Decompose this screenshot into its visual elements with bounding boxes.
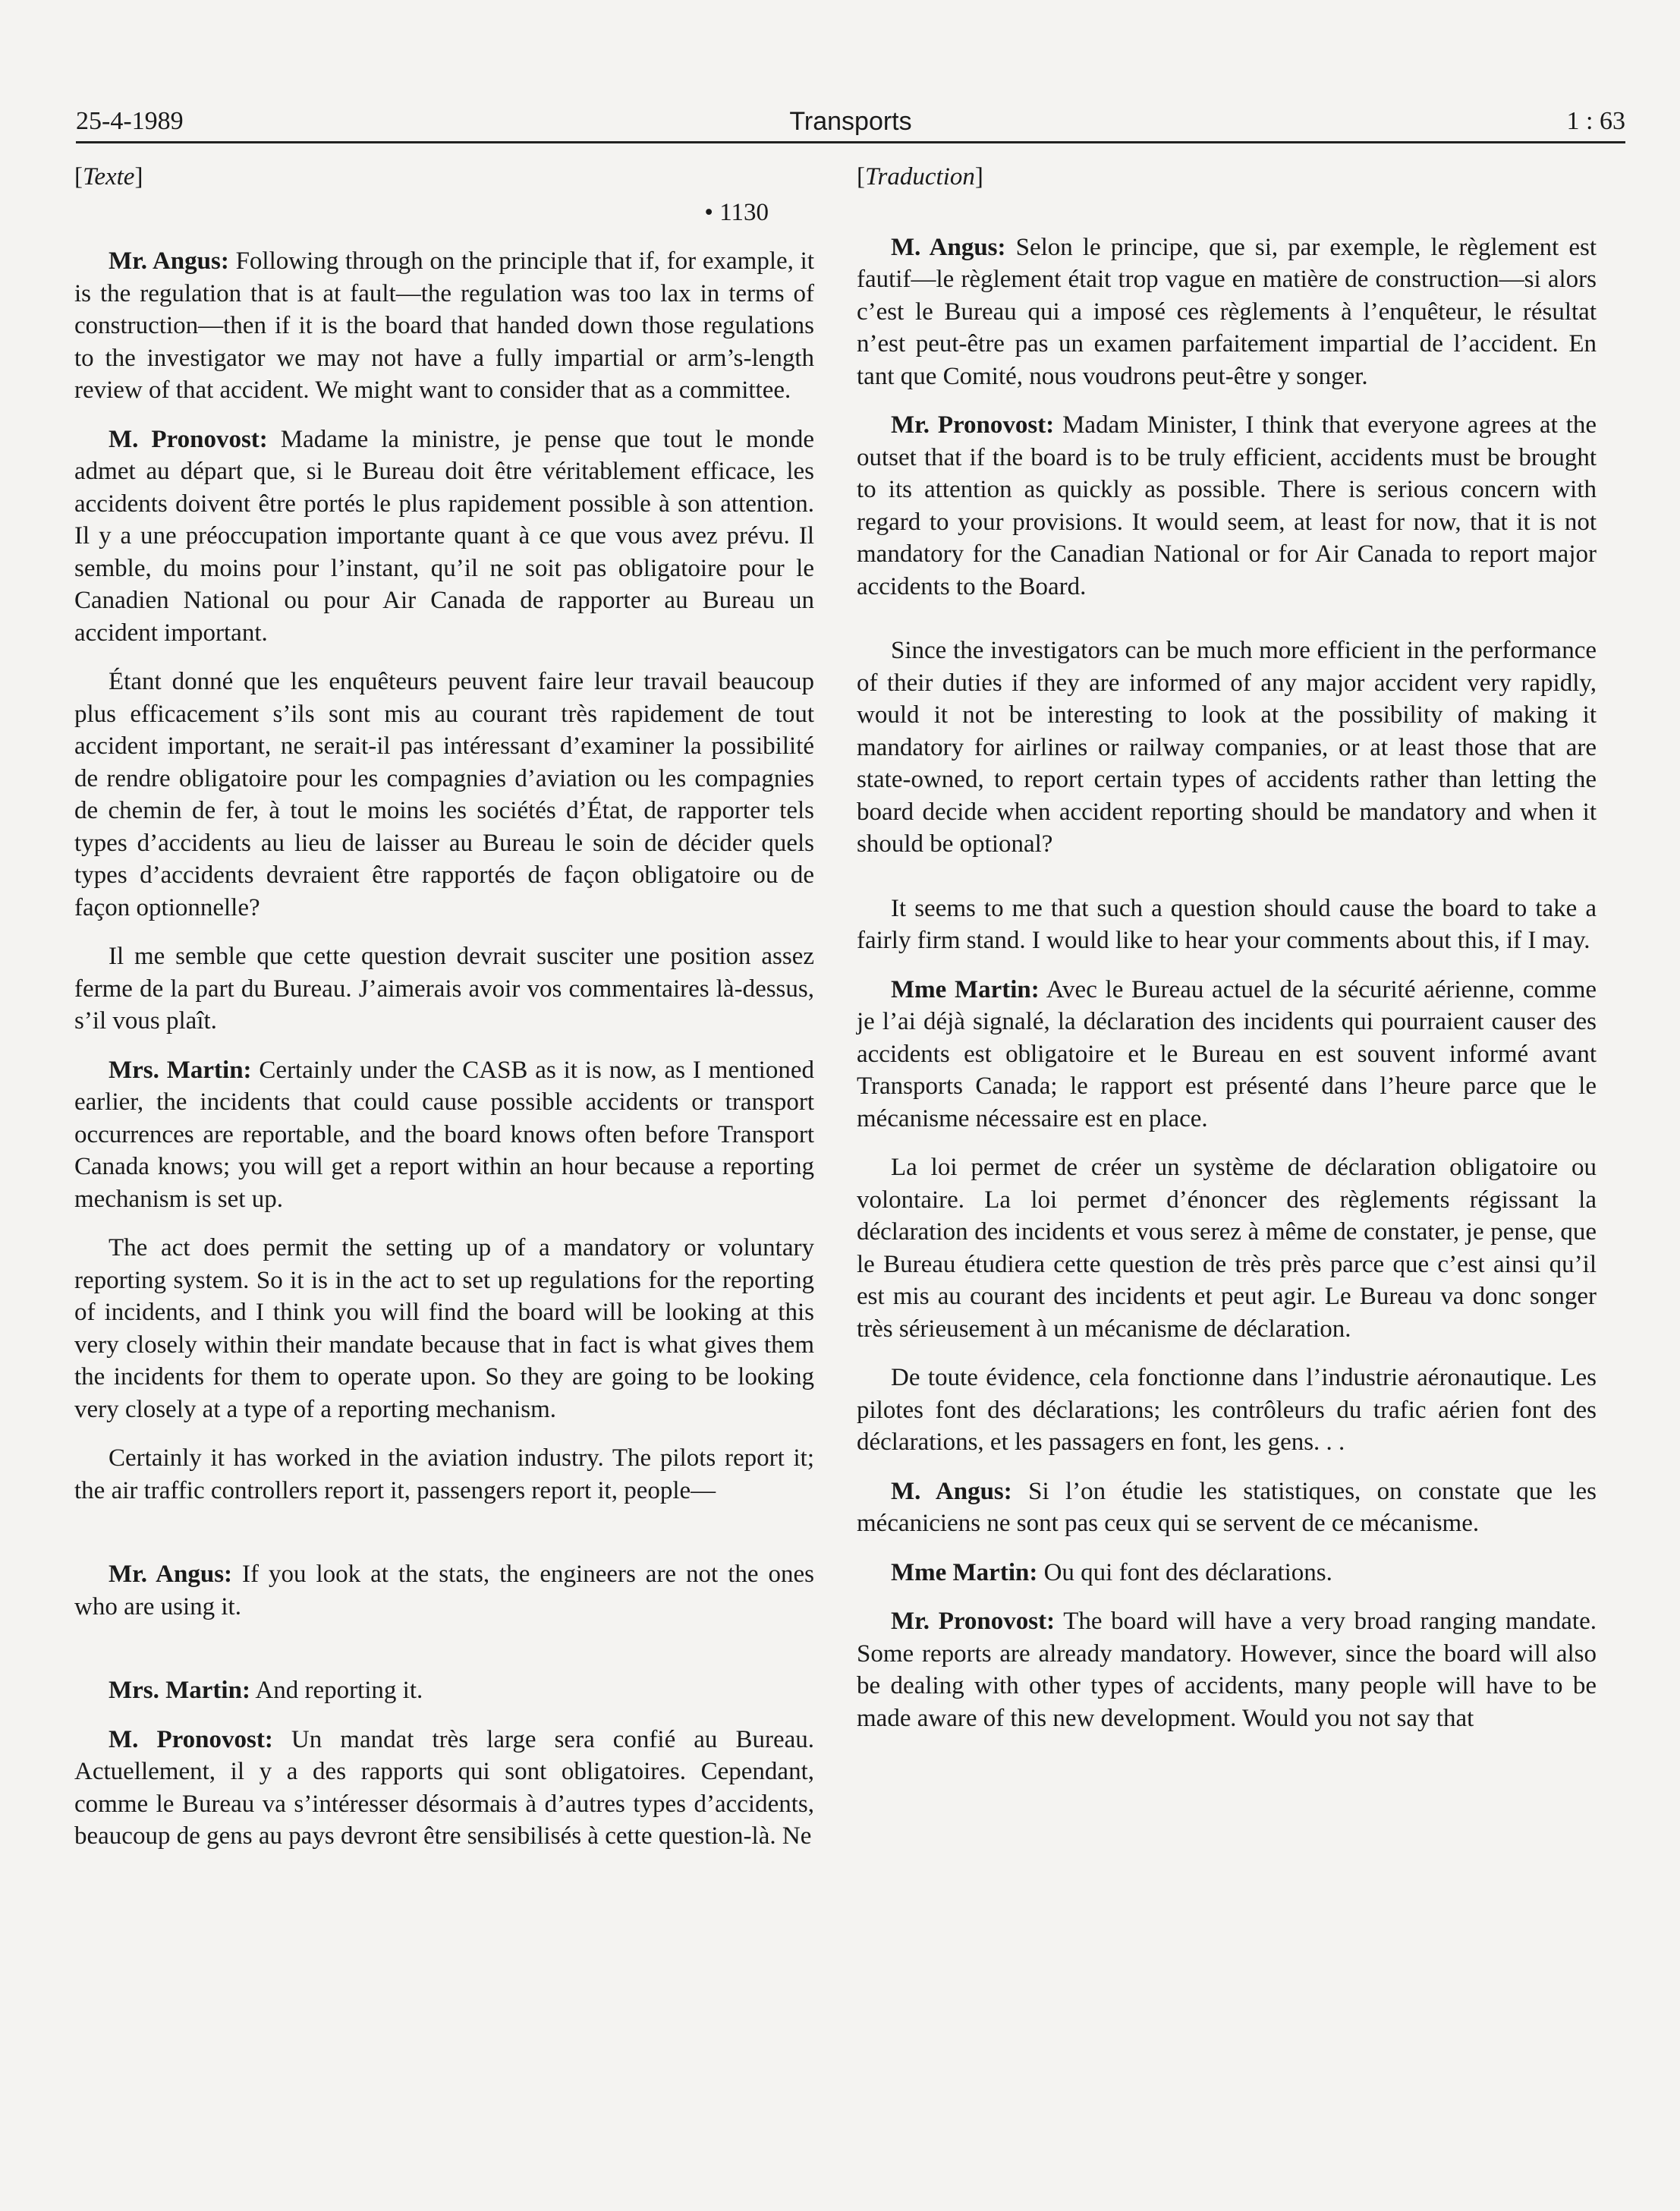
paragraph: Il me semble que cette question devrait susciter une position assez ferme de la part du Bureau. J’aimerais avoir vos commentaires là-dessus, s’il vous plaît. <box>74 943 814 1035</box>
speaker: M. Pronovost: <box>109 1725 273 1753</box>
timecode: • 1130 <box>704 198 769 226</box>
speaker: M. Angus: <box>891 1477 1012 1505</box>
speaker: Mme Martin: <box>891 975 1040 1003</box>
speaker: Mr. Angus: <box>109 247 229 275</box>
speaker: Mr. Pronovost: <box>891 411 1055 439</box>
header-title: Transports <box>789 107 912 136</box>
right-column <box>857 161 1597 1751</box>
paragraph: Mr. Angus: If you look at the stats, the engineers are not the ones who are using it. <box>74 1561 814 1620</box>
header-page-number: 1 : 63 <box>1566 107 1625 135</box>
paragraph: Mr. Angus: Following through on the principle that if, for example, it is the regulation that is at fault—the regulation was too lax in terms of construction—then if it is the board that handed down those regulations to the investigator we may not have a fully impartial or arm’s-length review of that accident. We might want to consider that as a committee. <box>74 247 814 404</box>
paragraph: M. Angus: Si l’on étudie les statistiques, on constate que les mécaniciens ne sont pas ceux qui se servent de ce mécanisme. <box>857 1477 1597 1537</box>
speaker: M. Angus: <box>891 233 1006 261</box>
header-date: 25-4-1989 <box>76 107 184 135</box>
column-tag: [Traduction] <box>857 163 983 191</box>
paragraph: Mrs. Martin: And reporting it. <box>109 1677 423 1704</box>
speaker: Mr. Angus: <box>109 1561 233 1588</box>
paragraph: Mrs. Martin: Certainly under the CASB as it is now, as I mentioned earlier, the incidents that could cause possible accidents or transport occurrences are reportable, and the board knows often before Transport Canada knows; you will get a report within an hour because a reporting mechanism is set up. <box>74 1056 814 1213</box>
speaker: Mr. Pronovost: <box>891 1608 1056 1635</box>
page-header <box>76 105 1625 143</box>
left-column <box>74 161 814 1869</box>
paragraph: Mr. Pronovost: The board will have a very broad ranging mandate. Some reports are already mandatory. However, since the board will also be dealing with other types of accidents, many people will have to be made aware of this new development. Would you not say that <box>857 1608 1597 1732</box>
paragraph: De toute évidence, cela fonctionne dans l’industrie aéronautique. Les pilotes font des déclarations; les contrôleurs du trafic aérien font des déclarations, et les passagers en font, les gens. . . <box>857 1364 1597 1456</box>
paragraph: M. Angus: Selon le principe, que si, par exemple, le règlement est fautif—le règlement était trop vague en matière de construction—si alors c’est le Bureau qui a imposé ces règlements à l’enquêteur, le résultat n’est peut-être pas un examen parfaitement impartial de l’accident. En tant que Comité, nous voudrons peut-être y songer. <box>857 233 1597 390</box>
speaker: Mrs. Martin: <box>109 1056 252 1084</box>
paragraph: M. Pronovost: Madame la ministre, je pense que tout le monde admet au départ que, si le Bureau doit être véritablement efficace, les accidents doivent être portés le plus rapidement possible à son attention. Il y a une préoccupation importante quant à ce que vous avez prévu. Il semble, du moins pour l’instant, qu’il ne soit pas obligatoire pour le Canadien National ou pour Air Canada de rapporter au Bureau un accident important. <box>74 425 814 647</box>
speaker: Mrs. Martin: <box>109 1677 250 1704</box>
paragraph: Mme Martin: Avec le Bureau actuel de la sécurité aérienne, comme je l’ai déjà signalé, la déclaration des incidents qui pourraient causer des accidents est obligatoire et le Bureau en est souvent informé avant Transports Canada; le rapport est présenté dans l’heure parce que le mécanisme nécessaire est en place. <box>857 975 1597 1132</box>
paragraph: Mme Martin: Ou qui font des déclarations. <box>891 1558 1332 1586</box>
paragraph: Mr. Pronovost: Madam Minister, I think that everyone agrees at the outset that if the board is to be truly efficient, accidents must be brought to its attention as quickly as possible. There is serious concern with regard to your provisions. It would seem, at least for now, that it is not mandatory for the Canadian National or for Air Canada to report major accidents to the Board. <box>857 411 1597 600</box>
paragraph: The act does permit the setting up of a mandatory or voluntary reporting system. So it is in the act to set up regulations for the reporting of incidents, and I think you will find the board will be looking at this very closely within their mandate because that in fact is what gives them the incidents for them to operate upon. So they are going to be looking very closely at a type of a reporting mechanism. <box>74 1234 814 1423</box>
paragraph: Étant donné que les enquêteurs peuvent faire leur travail beaucoup plus efficacement s’ils sont mis au courant très rapidement de tout accident important, ne serait-il pas intéressant d’examiner la possibilité de rendre obligatoire pour les compagnies d’aviation ou les compagnies de chemin de fer, à tout le moins les sociétés d’État, de rapporter tels types d’accidents au lieu de laisser au Bureau le soin de décider quels types d’accidents devraient être rapportés de façon obligatoire ou de façon optionnelle? <box>74 668 814 921</box>
paragraph: Since the investigators can be much more efficient in the performance of their duties if they are informed of any major accident very rapidly, would it not be interesting to look at the possibility of making it mandatory for airlines or railway companies, or at least those that are state-owned, to report certain types of accidents rather than letting the board decide when accident reporting should be mandatory and when it should be optional? <box>857 637 1597 858</box>
paragraph: It seems to me that such a question should cause the board to take a fairly firm stand. I would like to hear your comments about this, if I may. <box>857 894 1597 954</box>
paragraph: M. Pronovost: Un mandat très large sera confié au Bureau. Actuellement, il y a des rapports qui sont obligatoires. Cependant, comme le Bureau va s’intéresser désormais à d’autres types d’accidents, beaucoup de gens au pays devront être sensibilisés à cette question-là. Ne <box>74 1725 815 1850</box>
column-tag: [Texte] <box>74 163 143 191</box>
paragraph: La loi permet de créer un système de déclaration obligatoire ou volontaire. La loi permet d’énoncer des règlements régissant la déclaration des incidents et vous serez à même de constater, je pense, que le Bureau étudiera cette question de très près parce que c’est ainsi qu’il est mis au courant des incidents et peut agir. Le Bureau va donc songer très sérieusement à un mécanisme de déclaration. <box>857 1154 1597 1343</box>
paragraph: Certainly it has worked in the aviation industry. The pilots report it; the air traffic controllers report it, passengers report it, people— <box>74 1444 814 1504</box>
speaker: M. Pronovost: <box>109 425 268 453</box>
speaker: Mme Martin: <box>891 1558 1038 1586</box>
